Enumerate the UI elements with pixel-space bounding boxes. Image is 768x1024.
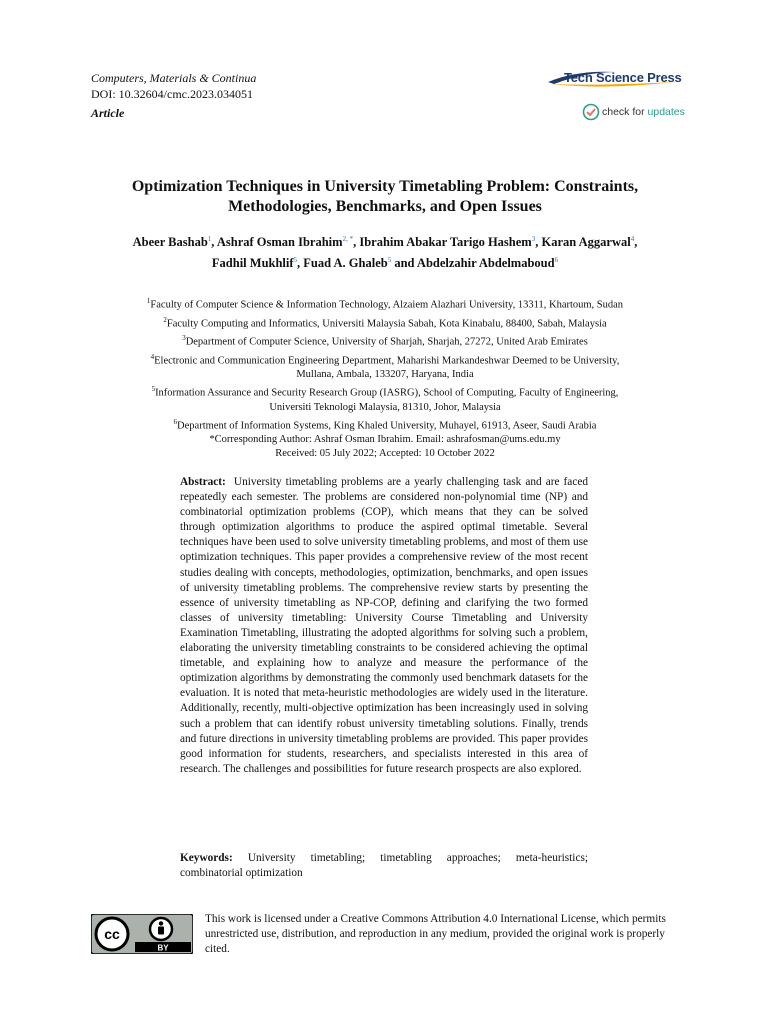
license-text: This work is licensed under a Creative Commons Attribution 4.0 International License, which permits unrestricted use, distribution, and reproduction in any medium, provided the original work is properly cited. <box>205 913 666 956</box>
article-type: Article <box>91 106 125 120</box>
author[interactable]: Abdelzahir Abdelmaboud <box>416 256 555 271</box>
abstract-text: University timetabling problems are a yearly challenging task and are faced repeatedly each semester. The problems are considered non-polynomial time (NP) and combinatorial optimization problems (COP), which means that they can be solved through optimization algorithms to produce the aspired optimal timetable. Several techniques have been used to solve university timetabling problems, and most of them use optimization techniques. This paper provides a comprehensive review of the most recent studies dealing with concepts, methodologies, optimization, benchmarks, and open issues of university timetabling problems. The comprehensive review starts by presenting the essence of university timetabling as NP-COP, defining and clarifying the two formed classes of university timetabling: University Course Timetabling and University Examination Timetabling, illustrating the adopted algorithms for solving such a problem, elaborating the university timetabling constraints to be considered achieving the optimal timetable, and explaining how to analyze and measure the performance of the optimization algorithms by demonstrating the commonly used benchmark datasets for the evaluation. It is noted that meta-heuristic methodologies are widely used in the literature. Additionally, recently, multi-objective optimization has been increasingly used in solving such a problem that can identify robust university timetabling solutions. Finally, trends and future directions in university timetabling problems are provided. This paper provides good information for students, researchers, and specialists interested in this area of research. The challenges and possibilities for future research prospects are also explored. <box>180 476 588 775</box>
author-affiliation-mark[interactable]: 1 <box>207 235 212 243</box>
title-line-1: Optimization Techniques in University Timetabling Problem: Constraints, <box>131 178 639 195</box>
author[interactable]: Fadhil Mukhlif <box>211 256 294 271</box>
author[interactable]: Ibrahim Abakar Tarigo Hashem <box>359 235 532 250</box>
affiliation: Mullana, Ambala, 133207, Haryana, India <box>296 369 474 380</box>
paper-title <box>90 177 680 217</box>
keywords-text: University timetabling; timetabling approaches; meta-heuristics; combinatorial optimization <box>180 852 588 880</box>
affiliation: Universiti Teknologi Malaysia, 81310, Johor, Malaysia <box>269 401 501 413</box>
author-list: Abeer Bashab$^1$, Ashraf Osman Ibrahim$^{2, *}$, Ibrahim Abakar Tarigo Hashem$^3$, Karan Aggarwal$^4$, Fadhil Mukhlif$^5$, Fuad A. Ghaleb$^5$ and Abdelzahir Abdelmaboud$^6$ <box>132 235 638 271</box>
publisher-logo[interactable] <box>546 68 686 90</box>
author-affiliation-mark[interactable]: 6 <box>554 256 559 265</box>
affiliation: $^1$Faculty of Computer Science & Information Technology, Alzaiem Alazhari University, 13311, Khartoum, Sudan <box>146 297 624 311</box>
keywords <box>180 851 588 881</box>
affiliation: $^6$Department of Information Systems, King Khaled University, Muhayel, 61913, Aseer, Saudi Arabia <box>173 417 597 431</box>
received-accepted-dates: Received: 05 July 2022; Accepted: 10 October 2022 <box>275 448 495 459</box>
abstract <box>180 475 588 777</box>
affiliation: $^3$Department of Computer Science, University of Sharjah, Sharjah, 27272, United Arab Emirates <box>182 334 588 348</box>
author-affiliation-mark[interactable]: 3 <box>531 235 536 243</box>
affiliations <box>90 294 680 461</box>
journal-name: Computers, Materials & Continua <box>91 71 257 85</box>
svg-text:cc: cc <box>104 926 120 942</box>
affiliation: $^5$Information Assurance and Security Research Group (IASRG), School of Computing, Faculty of Engineering, <box>151 385 619 399</box>
abstract-label: Abstract: <box>180 476 226 488</box>
author[interactable]: Fuad A. Ghaleb <box>303 256 388 271</box>
author-affiliation-mark[interactable]: 4 <box>630 235 635 243</box>
author-affiliation-mark[interactable]: 2, * <box>342 235 354 243</box>
author-affiliation-mark[interactable]: 5 <box>387 256 392 265</box>
author-affiliation-mark[interactable]: 5 <box>293 256 298 265</box>
keywords-label: Keywords: <box>180 852 233 864</box>
corresponding-author[interactable]: *Corresponding Author: Ashraf Osman Ibrahim. Email: ashrafosman@ums.edu.my <box>209 434 561 445</box>
svg-text:BY: BY <box>157 943 169 953</box>
check-updates-label: check for updates <box>602 106 685 118</box>
affiliation: $^4$Electronic and Communication Engineering Department, Maharishi Markandeshwar Deemed to be University, <box>150 352 620 366</box>
doi[interactable]: DOI: 10.32604/cmc.2023.034051 <box>91 87 253 101</box>
author[interactable]: Ashraf Osman Ibrahim <box>216 235 343 250</box>
publisher-name: Tech Science Press <box>564 70 682 85</box>
cc-by-icon <box>91 914 193 954</box>
affiliation: $^2$Faculty Computing and Informatics, Universiti Malaysia Sabah, Kota Kinabalu, 88400, Sabah, Malaysia <box>163 315 607 329</box>
check-updates-icon <box>582 103 600 121</box>
cc-by-license-badge[interactable] <box>91 914 193 954</box>
author[interactable]: Abeer Bashab <box>132 235 208 250</box>
author[interactable]: Karan Aggarwal <box>541 235 631 250</box>
check-for-updates[interactable] <box>582 103 692 123</box>
title-line-2: Methodologies, Benchmarks, and Open Issues <box>228 198 542 215</box>
